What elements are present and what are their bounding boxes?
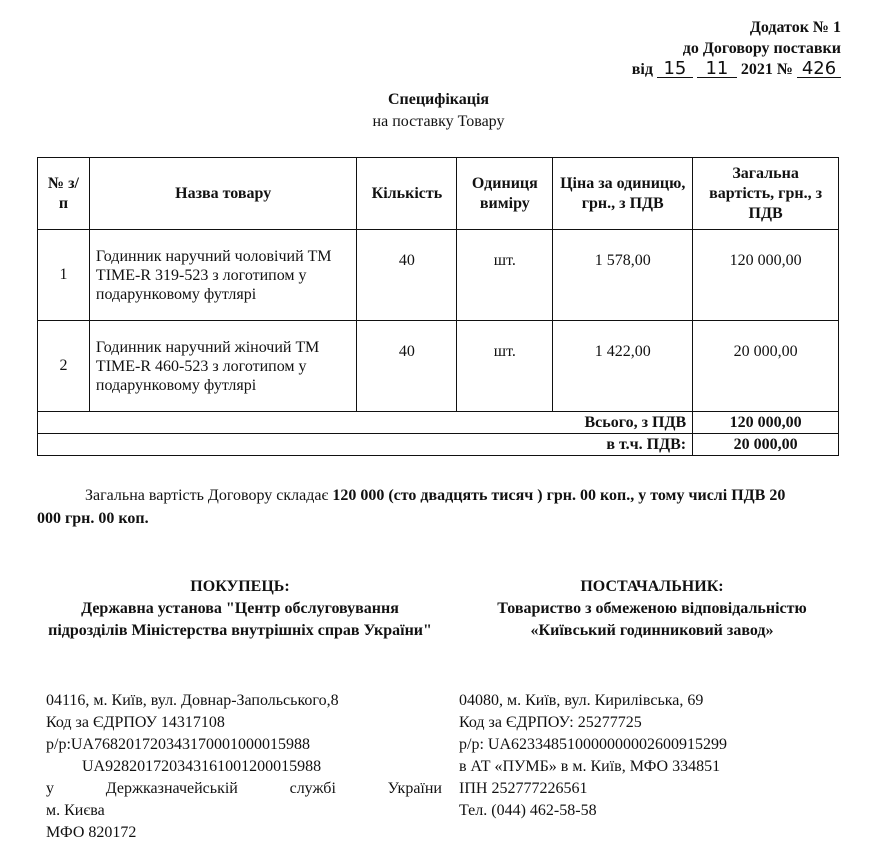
- row-price: 1 422,00: [553, 321, 693, 412]
- vat-row: [38, 434, 839, 456]
- row-qty: 40: [357, 230, 457, 321]
- header-no: № з/п: [38, 158, 90, 230]
- supplier-address: 04080, м. Київ, вул. Кирилівська, 69: [459, 692, 704, 709]
- vat-value: 20 000,00: [693, 434, 839, 456]
- row-unit: шт.: [457, 321, 553, 412]
- row-price: 1 578,00: [553, 230, 693, 321]
- annex-block: [632, 17, 841, 80]
- buyer-details: [46, 690, 446, 844]
- vat-label: в т.ч. ПДВ:: [38, 434, 693, 456]
- buyer-account-2: UA928201720343161001200015988: [82, 758, 322, 775]
- buyer-heading: ПОКУПЕЦЬ:: [190, 578, 290, 595]
- buyer-name: Державна установа "Центр обслуговування підрозділів Міністерства внутрішніх справ України": [48, 600, 432, 639]
- buyer-mfo: МФО 820172: [46, 824, 137, 841]
- document-title: Специфікація: [387, 91, 490, 108]
- row-qty: 40: [357, 321, 457, 412]
- buyer-heading-block: [40, 576, 440, 642]
- supplier-account: р/р: UA623348510000000002600915299: [459, 736, 727, 753]
- supplier-phone: Тел. (044) 462-58-58: [459, 802, 597, 819]
- header-total: Загальна вартість, грн., з ПДВ: [693, 158, 839, 230]
- total-value: 120 000,00: [693, 412, 839, 434]
- table-header-row: [38, 158, 839, 230]
- summary-amount: 120 000 (сто двадцять тисяч ) грн. 00 коп., у тому числі ПДВ 20 000 грн. 00 коп.: [37, 487, 786, 527]
- table-row: [38, 230, 839, 321]
- handwritten-month: 11: [697, 61, 737, 78]
- handwritten-contract-number: 426: [797, 61, 841, 78]
- annex-contract: до Договору поставки: [682, 40, 841, 57]
- row-name: Годинник наручний жіночий ТМ TIME-R 460-523 з логотипом у подарунковому футлярі: [89, 321, 357, 412]
- buyer-account: р/р:UA768201720343170001000015988: [46, 736, 310, 753]
- handwritten-day: 15: [657, 61, 693, 78]
- buyer-bank: у Держказначейській службі України: [46, 780, 442, 797]
- document-subtitle: на поставку Товару: [372, 113, 505, 130]
- contract-summary: [37, 484, 807, 530]
- header-unit: Одиниця виміру: [457, 158, 553, 230]
- row-total: 120 000,00: [693, 230, 839, 321]
- row-unit: шт.: [457, 230, 553, 321]
- row-total: 20 000,00: [693, 321, 839, 412]
- specification-table: [37, 157, 839, 456]
- supplier-name: Товариство з обмеженою відповідальністю «Київський годинниковий завод»: [497, 600, 807, 639]
- header-price: Ціна за одиницю, грн., з ПДВ: [553, 158, 693, 230]
- supplier-heading-block: [462, 576, 842, 642]
- supplier-edrpou: Код за ЄДРПОУ: 25277725: [459, 714, 642, 731]
- header-name: Назва товару: [89, 158, 357, 230]
- total-row: [38, 412, 839, 434]
- annex-number: Додаток № 1: [749, 19, 841, 36]
- total-label: Всього, з ПДВ: [38, 412, 693, 434]
- table-row: [38, 321, 839, 412]
- annex-year-no: 2021 №: [740, 61, 793, 78]
- row-name: Годинник наручний чоловічий ТМ TIME-R 319-523 з логотипом у подарунковому футлярі: [89, 230, 357, 321]
- row-no: 2: [38, 321, 90, 412]
- row-no: 1: [38, 230, 90, 321]
- annex-date-prefix: від: [631, 61, 653, 78]
- header-qty: Кількість: [357, 158, 457, 230]
- supplier-heading: ПОСТАЧАЛЬНИК:: [580, 578, 724, 595]
- summary-text: Загальна вартість Договору складає: [85, 487, 329, 504]
- buyer-address: 04116, м. Київ, вул. Довнар-Запольського,8: [46, 692, 339, 709]
- buyer-city: м. Києва: [46, 802, 105, 819]
- supplier-ipn: ІПН 252777226561: [459, 780, 588, 797]
- buyer-edrpou: Код за ЄДРПОУ 14317108: [46, 714, 225, 731]
- supplier-details: [459, 690, 859, 822]
- annex-date-line: [632, 59, 841, 80]
- supplier-bank: в АТ «ПУМБ» в м. Київ, МФО 334851: [459, 758, 721, 775]
